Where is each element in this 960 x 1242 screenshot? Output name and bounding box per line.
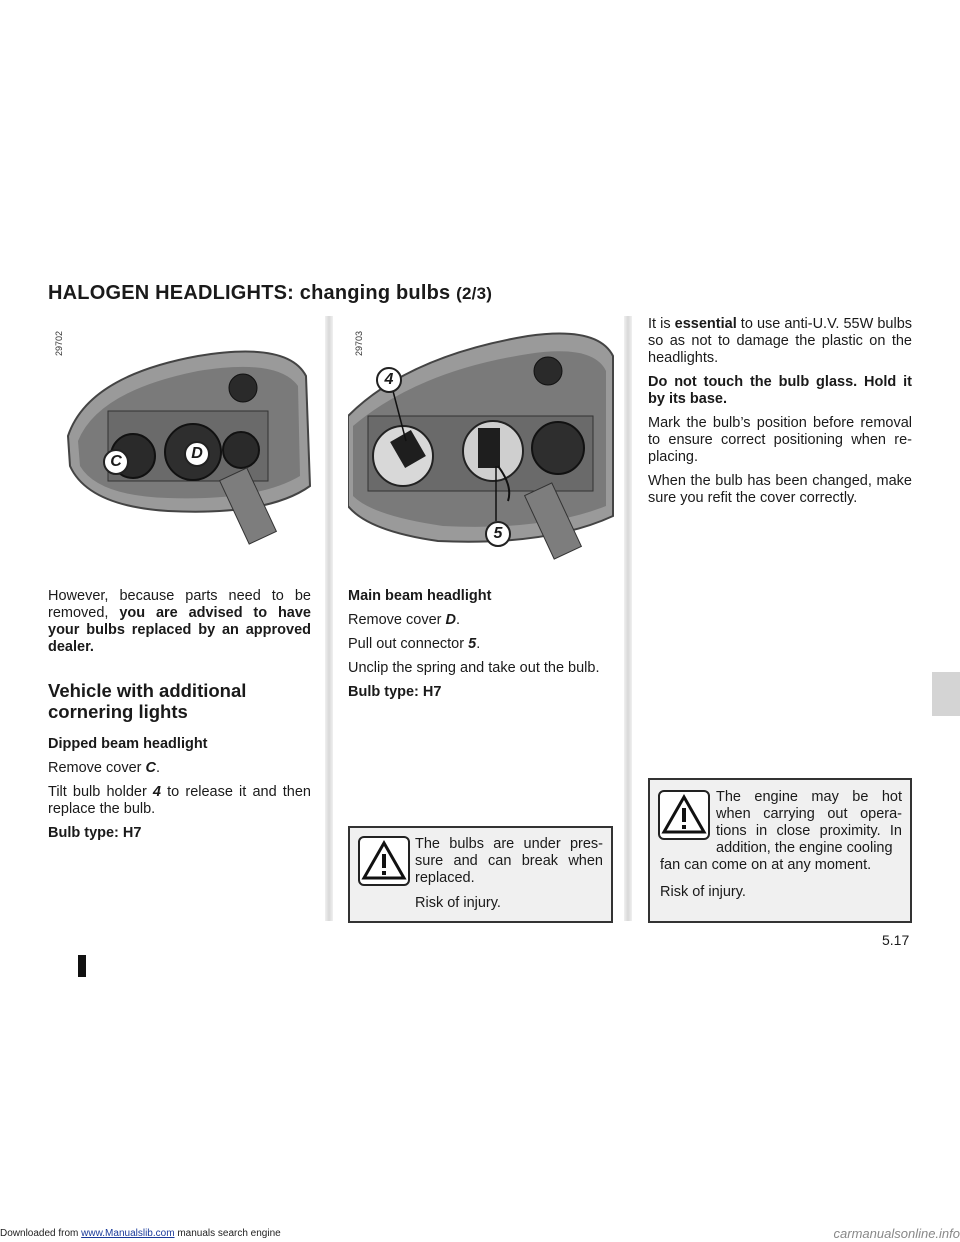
headlight-illustration-middle xyxy=(348,316,614,566)
warning-text-engine-tail: fan can come on at any moment. Risk of injury. xyxy=(660,857,872,900)
step-remove-cover-c: Remove cover C. xyxy=(48,760,161,776)
refit-cover-paragraph: When the bulb has been changed, make sure you refit the cover correctly. xyxy=(648,473,912,506)
warning-triangle-icon xyxy=(658,790,710,840)
warning-triangle-icon xyxy=(358,836,410,886)
main-beam-subheading: Main beam headlight xyxy=(348,588,492,604)
step-remove-cover-d: Remove cover D. xyxy=(348,612,461,628)
dipped-beam-subheading: Dipped beam headlight xyxy=(48,736,208,752)
column-2 xyxy=(348,588,614,708)
headlight-figure-middle xyxy=(348,316,614,566)
column-3 xyxy=(648,316,912,514)
step-pull-connector: Pull out connector 5. xyxy=(348,636,481,652)
callout-5: 5 xyxy=(485,521,511,547)
column-divider-2 xyxy=(624,316,632,921)
warning-box-bulbs xyxy=(348,826,613,923)
callout-c: C xyxy=(103,449,129,475)
figure-code: 29703 xyxy=(354,330,364,356)
section-heading: Vehicle with additional cornering lights xyxy=(48,680,247,722)
figure-code: 29702 xyxy=(54,330,64,356)
manualslib-link[interactable]: www.Manualslib.com xyxy=(81,1228,175,1239)
column-1 xyxy=(48,588,311,849)
page-title xyxy=(48,282,492,305)
callout-4: 4 xyxy=(376,367,402,393)
watermark: carmanualsonline.info xyxy=(833,1226,960,1241)
mark-position-paragraph: Mark the bulb’s position before removal to ensure correct positioning when re-placing. xyxy=(648,415,912,465)
warning-box-engine xyxy=(648,778,912,923)
page-number: 5.17 xyxy=(882,932,910,948)
chapter-tab xyxy=(932,672,960,716)
warning-text-bulbs: The bulbs are under pres-sure and can break when replaced. Risk of injury. xyxy=(415,836,603,911)
warning-text-engine-head: The engine may be hot when carrying out opera-tions in close proximity. In addition, the engine cooling xyxy=(716,789,902,856)
step-unclip-spring: Unclip the spring and take out the bulb. xyxy=(348,660,600,676)
callout-d: D xyxy=(184,441,210,467)
do-not-touch-paragraph: Do not touch the bulb glass. Hold it by its base. xyxy=(648,374,912,407)
margin-marker xyxy=(78,955,86,977)
step-tilt-bulb-holder: Tilt bulb holder 4 to release it and then replace the bulb. xyxy=(48,784,311,817)
bulb-type-dipped: Bulb type: H7 xyxy=(48,825,142,841)
intro-paragraph: However, because parts need to be removed, you are advised to have your bulbs replaced by an approved dealer. xyxy=(48,588,311,655)
headlight-figure-left xyxy=(48,316,318,566)
title-text: HALOGEN HEADLIGHTS: changing bulbs xyxy=(48,282,451,304)
column-divider-1 xyxy=(325,316,333,921)
footer-download-note: Downloaded from www.Manualslib.com manuals search engine xyxy=(0,1228,281,1239)
headlight-illustration-left xyxy=(48,316,318,566)
bulb-type-main: Bulb type: H7 xyxy=(348,684,442,700)
uv-bulbs-paragraph: It is essential to use anti-U.V. 55W bulbs so as not to damage the plastic on the headlights. xyxy=(648,316,913,366)
title-suffix: (2/3) xyxy=(456,284,493,303)
